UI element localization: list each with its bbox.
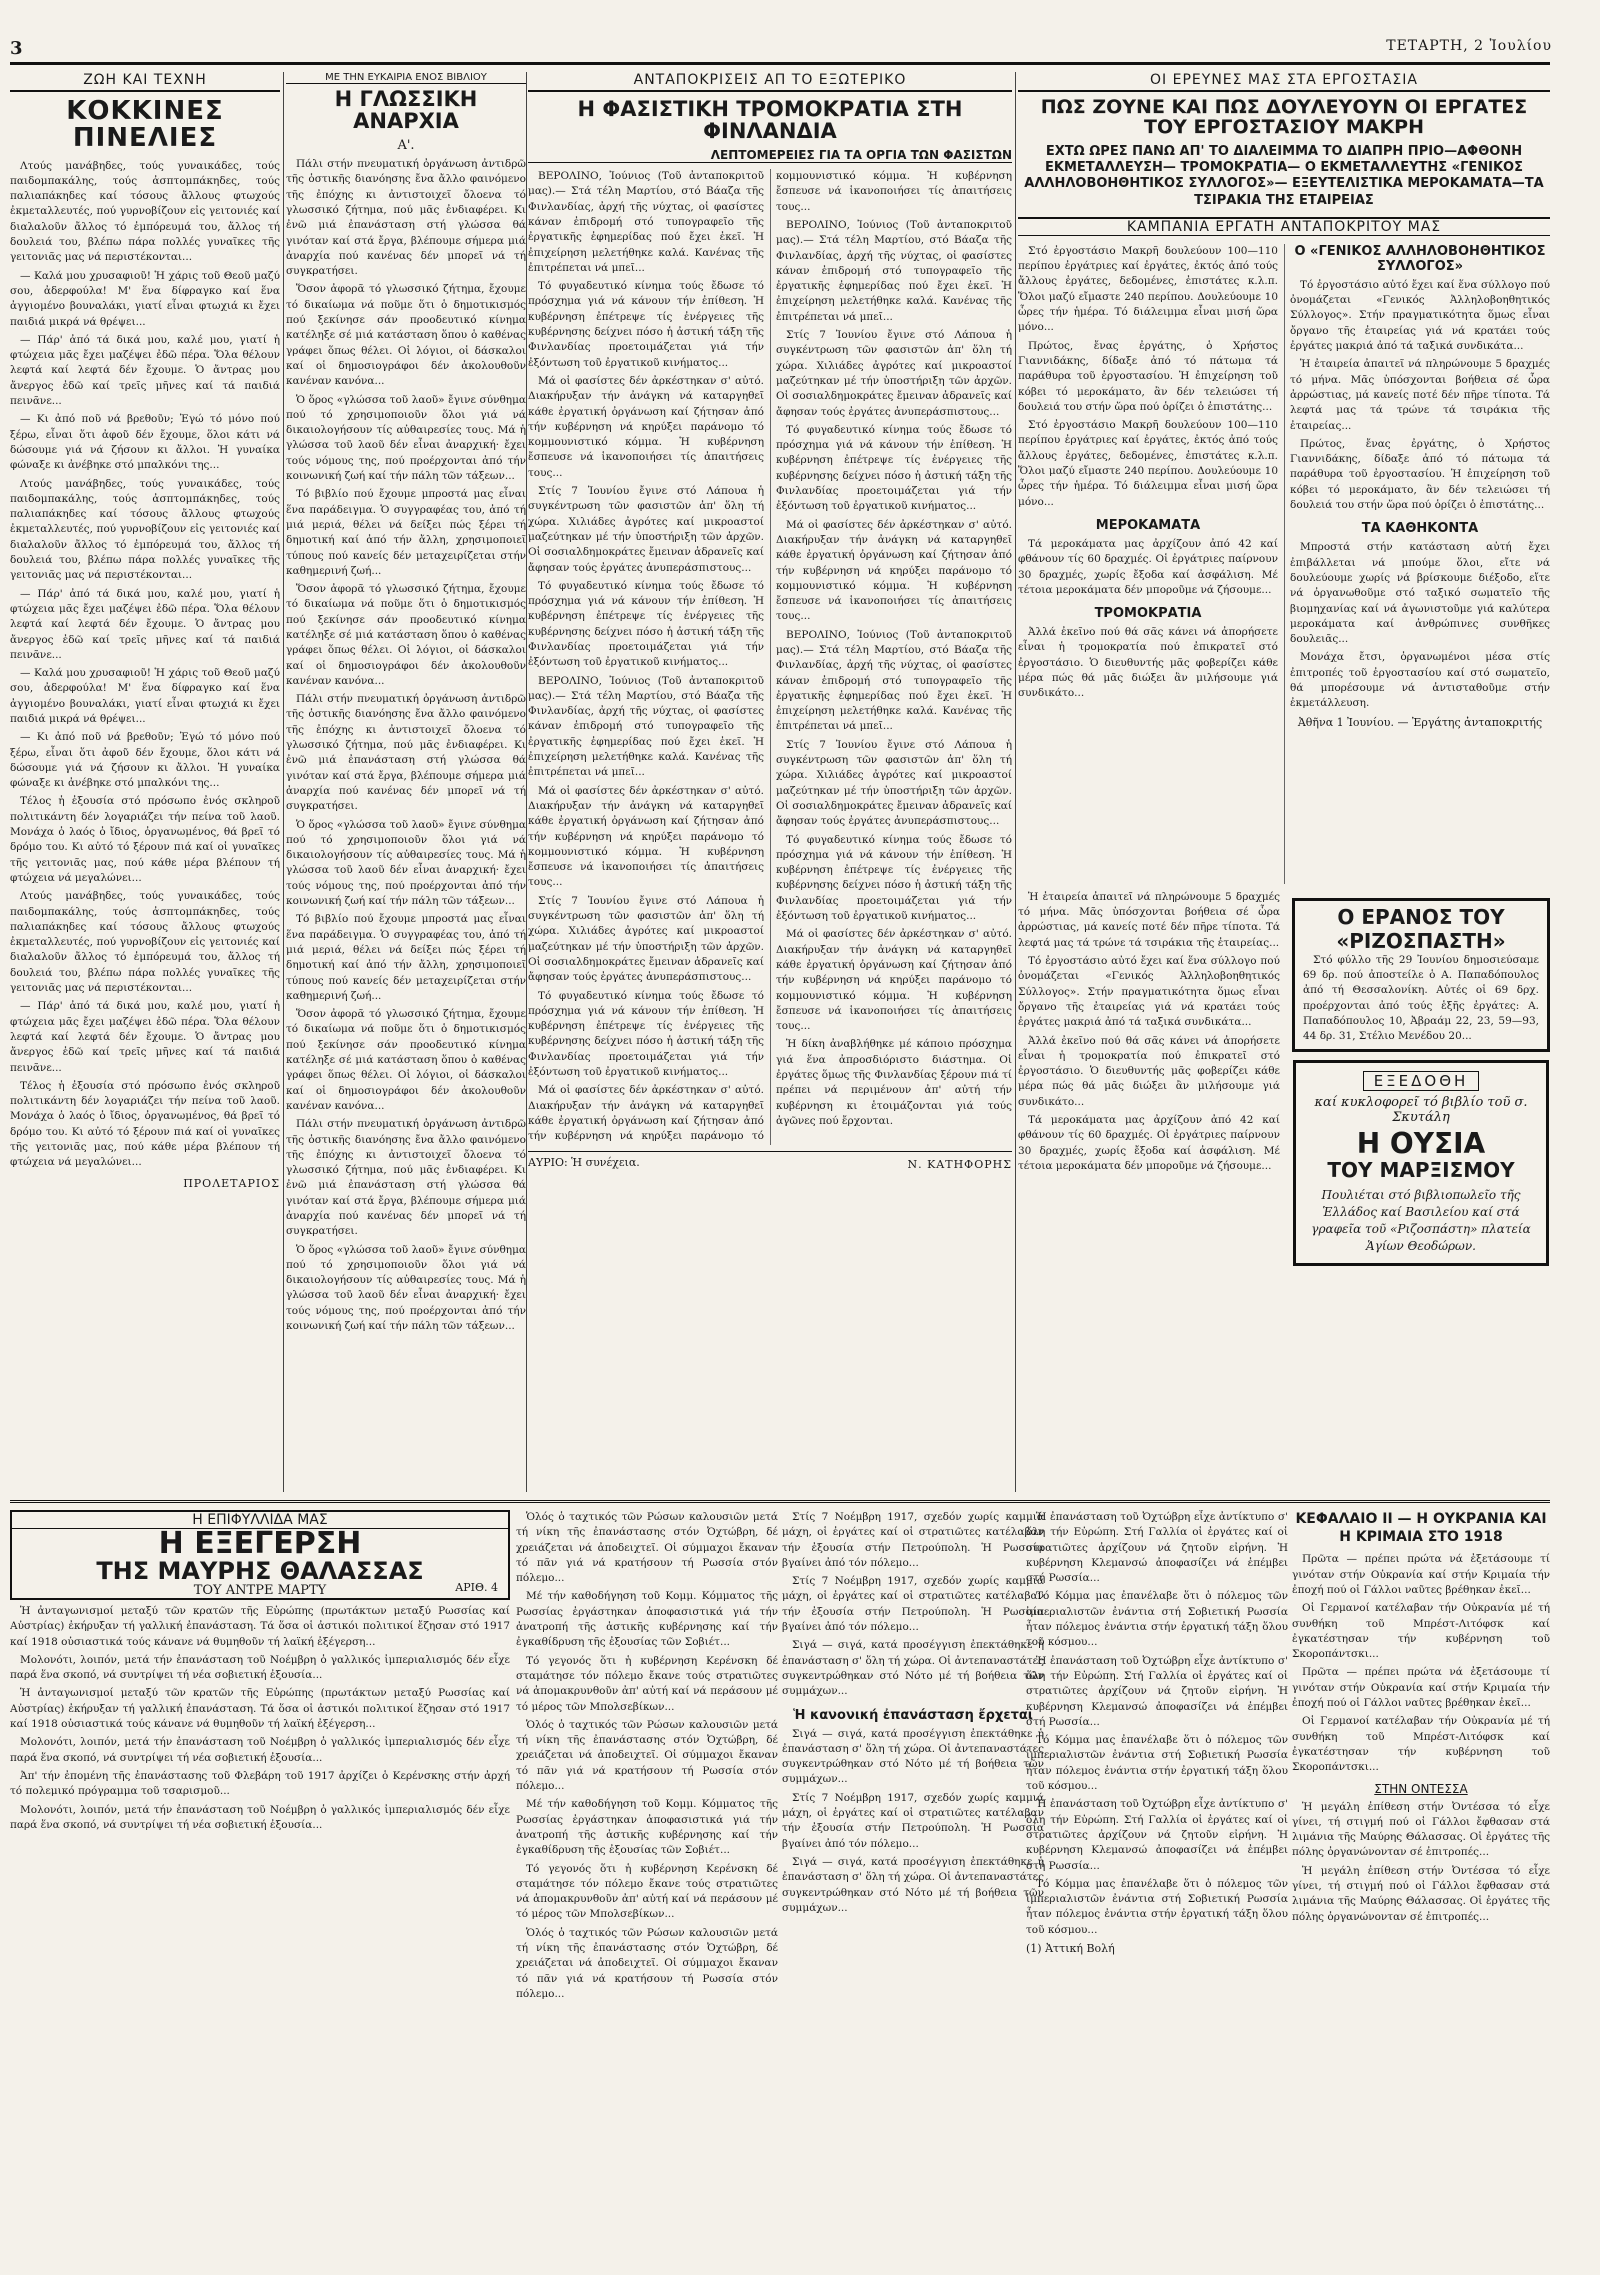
subheading: ΛΕΠΤΟΜΕΡΕΙΕΣ ΓΙΑ ΤΑ ΟΡΓΙΑ ΤΩΝ ΦΑΣΙΣΤΩΝ: [528, 148, 1012, 163]
paragraph: Ἀλλά ἐκεῖνο πού θά σᾶς κάνει νά ἀπορήσετε εἶναι ἡ τρομοκρατία πού ἐπικρατεῖ στό ἐργοστάσιο. Ὁ διευθυντής μᾶς φοβερίζει κάθε μέρα πώς θά μᾶς διώξει ἂν μιλήσουμε γιά συνδικάτο...: [1018, 1034, 1280, 1108]
paragraph: Ἡ ἐπανάσταση τοῦ Ὀχτώβρη εἶχε ἀντίκτυπο σ' ὅλη τήν Εὐρώπη. Στή Γαλλία οἱ ἐργάτες καί οἱ στρατιῶτες ἀρχίζουν νά ζητοῦν εἰρήνη. Ἡ κυβέρνηση Κλεμανσώ ἀποφασίζει νά ἐπέμβει στή Ρωσσία...: [1026, 1798, 1288, 1872]
article-title: ΠΩΣ ΖΟΥΝΕ ΚΑΙ ΠΩΣ ΔΟΥΛΕΥΟΥΝ ΟΙ ΕΡΓΑΤΕΣ ΤΟΥ ΕΡΓΟΣΤΑΣΙΟΥ ΜΑΚΡΗ: [1040, 96, 1528, 138]
paragraph: Μονάχα ἔτσι, ὀργανωμένοι μέσα στίς ἐπιτροπές τοῦ ἐργοστασίου καί στό σωματεῖο, θά μπορέσουμε νά ἀντισταθοῦμε στήν ἐκμετάλλευση.: [1290, 651, 1550, 710]
paragraph: Τό Κόμμα μας ἐπανέλαβε ὅτι ὁ πόλεμος τῶν ἰμπεριαλιστῶν ἐνάντια στή Σοβιετική Ρωσσία ἦταν πόλεμος ἐνάντια στήν ἐργατική τάξη ὅλου τοῦ κόσμου...: [1026, 1590, 1288, 1649]
paragraph: Πρῶτα — πρέπει πρώτα νά ἐξετάσουμε τί γινόταν στήν Οὐκρανία καί στήν Κριμαία τήν ἐποχή πού οἱ Γάλλοι ναῦτες βρέθηκαν ἐκεῖ...: [1292, 1553, 1550, 1596]
paragraph: Τό φυγαδευτικό κίνημα τούς ἔδωσε τό πρόσχημα γιά νά κάνουν τήν ἐπίθεση. Ἡ κυβέρνηση ἐπέτρεψε τίς ἐνέργειες τῆς κυβέρνησης δείχνει πόσο ἡ ἀστική τάξη τῆς Φινλανδίας προετοιμάζεται γιά τήν ἐξόντωση τοῦ ἐργατικοῦ κινήματος...: [528, 280, 764, 369]
paragraph: ΒΕΡΟΛΙΝΟ, Ἰούνιος (Τοῦ ἀνταποκριτοῦ μας).— Στά τέλη Μαρτίου, στό Βάαζα τῆς Φινλανδίας, ἀρχή τῆς νύχτας, οἱ φασίστες κάναν ἐπιδρομή στό τυπογραφεῖο τῆς ἐργατικῆς ἐφημερίδας πού ἔχει ἐκεῖ. Ἡ ἐπιχείρηση μελετήθηκε καλά. Κανένας τῆς ἐπιτρέπεται νά μπεῖ...: [528, 674, 764, 779]
subsection-title: Ο «ΓΕΝΙΚΟΣ ΑΛΛΗΛΟΒΟΗΘΗΤΙΚΟΣ ΣΥΛΛΟΓΟΣ»: [1294, 243, 1546, 274]
paragraph: — Καλά μου χρυσαφιοῦ! Ἡ χάρις τοῦ Θεοῦ μαζύ σου, ἀδερφούλα! Μ' ἕνα δίφραγκο καί ἕνα ἀγγιομένο βουναλάκι, γιατί εἶναι φτωχιά κι ἔχει παιδιά μικρά νά θρέψει...: [10, 269, 280, 328]
article-glossiki-anarchia: [286, 72, 526, 1492]
paragraph: Λτούς μανάβηδες, τούς γυναικάδες, τούς παιδομπακάλης, τούς ἀσπτομπάκηδες, τούς παλιαπάκηδες καί τόσους ἄλλους φτωχούς ἐκμεταλλευτές, πού γυρνοβίζουν εἰς γειτονιές καί διαλαλοῦν ἄλλος τό ἐμπόρευμά του, ἄλλος τή δουλειά του, βλέπω πάρα πολλές γυναῖκες τῆς γειτονιᾶς μας νά περιστέκονται...: [10, 890, 280, 995]
paragraph: — Κι ἀπό ποῦ νά βρεθοῦν; Ἐγώ τό μόνο πού ξέρω, εἶναι ὅτι ἀφοῦ δέν ἔχουμε, ὅλοι κάτι νά δώσουμε γιά νά ζήσουν κι ἄλλοι. Ἡ γυναίκα φώναξε κι ἀνέβηκε στό μπαλκόνι της...: [10, 413, 280, 472]
paragraph: Πρῶτα — πρέπει πρώτα νά ἐξετάσουμε τί γινόταν στήν Οὐκρανία καί στήν Κριμαία τήν ἐποχή πού οἱ Γάλλοι ναῦτες βρέθηκαν ἐκεῖ...: [1292, 1666, 1550, 1710]
paragraph: Ἡ μεγάλη ἐπίθεση στήν Ὀντέσσα τό εἶχε γίνει, τή στιγμή πού οἱ Γάλλοι ἔφθασαν στά λιμάνια τῆς Μαύρης Θάλασσας. Οἱ ἐργάτες τῆς πόλης ὀργανώνονταν σέ ἐπιτροπές...: [1292, 1864, 1550, 1923]
article-factory-makri: [1018, 72, 1550, 1492]
paragraph: Ὅσον ἀφορᾶ τό γλωσσικό ζήτημα, ἔχουμε τό δικαίωμα νά ποῦμε ὅτι ὁ δημοτικισμός πού ξεκίνησε σάν προοδευτικό κίνημα κατέληξε σέ μιά κατάσταση ὅπου ὁ καθένας γράφει ὅπως θέλει. Οἱ λόγιοι, οἱ δάσκαλοι καί οἱ δημοσιογράφοι δέν ἀκολουθοῦν κανέναν κανόνα...: [286, 583, 526, 687]
paragraph: Πάλι στήν πνευματική ὀργάνωση ἀντιδρῶ τῆς ὁστικῆς διανόησης ἔνα ἄλλο φαινόμενο τῆς ἐπόχης κι ἀντιστοιχεῖ ὄλοενα τό γλωσσικό ζήτημα, πού μᾶς ἐνδιαφέρει. Κι ἐνῶ μιά ἐπανάσταση στή γλώσσα θά γινόταν καί στά ἔργα, βλέπουμε σήμερα μιά ἀναρχία πού κανένας δέν μπορεῖ νά τή συγκρατήσει.: [286, 693, 526, 813]
article-title: ΚΟΚΚΙΝΕΣ ΠΙΝΕΛΙΕΣ: [66, 96, 224, 154]
subsection-title: Ἡ κανονική ἐπανάσταση ἔρχεται: [793, 1707, 1033, 1723]
paragraph: — Κι ἀπό ποῦ νά βρεθοῦν; Ἐγώ τό μόνο πού ξέρω, εἶναι ὅτι ἀφοῦ δέν ἔχουμε, ὅλοι κάτι νά δώσουμε γιά νά ζήσουν κι ἄλλοι. Ἡ γυναίκα φώναξε κι ἀνέβηκε στό μπαλκόνι της...: [10, 731, 280, 790]
serial-overline: Η ΕΠΙΦΥΛΛΙΔΑ ΜΑΣ: [12, 1512, 508, 1529]
paragraph: ΒΕΡΟΛΙΝΟ, Ἰούνιος (Τοῦ ἀνταποκριτοῦ μας).— Στά τέλη Μαρτίου, στό Βάαζα τῆς Φινλανδίας, ἀρχή τῆς νύχτας, οἱ φασίστες κάναν ἐπιδρομή στό τυπογραφεῖο τῆς ἐργατικῆς ἐφημερίδας πού ἔχει ἐκεῖ. Ἡ ἐπιχείρηση μελετήθηκε καλά. Κανένας τῆς ἐπιτρέπεται νά μπεῖ...: [776, 218, 1012, 323]
paragraph: Ἀλλά ἐκεῖνο πού θά σᾶς κάνει νά ἀπορήσετε εἶναι ἡ τρομοκρατία πού ἐπικρατεῖ στό ἐργοστάσιο. Ὁ διευθυντής μᾶς φοβερίζει κάθε μέρα πώς θά μᾶς διώξει ἂν μιλήσουμε γιά συνδικάτο...: [1018, 626, 1278, 700]
signature: Ἀθῆνα 1 Ἰουνίου. — Ἐργάτης ἀνταποκριτής: [1297, 715, 1543, 729]
article-finland-terror: [528, 72, 1012, 1492]
paragraph: Τό φυγαδευτικό κίνημα τούς ἔδωσε τό πρόσχημα γιά νά κάνουν τήν ἐπίθεση. Ἡ κυβέρνηση ἐπέτρεψε τίς ἐνέργειες τῆς κυβέρνησης δείχνει πόσο ἡ ἀστική τάξη τῆς Φινλανδίας προετοιμάζεται γιά τήν ἐξόντωση τοῦ ἐργατικοῦ κινήματος...: [528, 989, 764, 1079]
paragraph: Ἡ ἐταιρεία ἀπαιτεῖ νά πληρώνουμε 5 δραχμές τό μήνα. Μᾶς ὑπόσχονται βοήθεια σέ ὧρα ἀρρώστιας, μά κανείς ποτέ δέν πῆρε τίποτα. Τά λεφτά μας τά τρώνε τά τσιράκια τῆς ἐταιρείας...: [1018, 890, 1280, 949]
serial-banner: [10, 1510, 510, 1600]
serial-col-1: [10, 1604, 510, 2254]
paragraph: Ἡ ἀνταγωνισμοί μεταξύ τῶν κρατῶν τῆς Εὐρώπης (πρωτάκτων μεταξύ Ρωσσίας καί Αὐστρίας) ἐκήρυξαν τή γαλλική ἐπανάσταση. Τά ὅσα οἱ ἀστικόι πολιτικοί ἔζησαν στό 1917 καί 1918 οὐσιαστικά τούς κάνανε νά θυμηθοῦν τή λαϊκή ἐξέγερση...: [10, 1687, 510, 1731]
paragraph: Ἡ ἐπανάσταση τοῦ Ὀχτώβρη εἶχε ἀντίκτυπο σ' ὅλη τήν Εὐρώπη. Στή Γαλλία οἱ ἐργάτες καί οἱ στρατιῶτες ἀρχίζουν νά ζητοῦν εἰρήνη. Ἡ κυβέρνηση Κλεμανσώ ἀποφασίζει νά ἐπέμβει στή Ρωσσία...: [1026, 1654, 1288, 1728]
serial-col-3: [782, 1510, 1044, 2250]
paragraph: Τέλος ἡ ἐξουσία στό πρόσωπο ἐνός σκληροῦ πολιτικάντη δέν λογαριάζει τήν πείνα τοῦ λαοῦ. Μονάχα ὁ λαός ὁ ἴδιος, ὀργανωμένος, θά βρεῖ τό δρόμο του. Κι αὐτό τό ξέρουν πιά καί οἱ γυναῖκες τῆς γειτονιᾶς μας, πού κάθε μέρα βλέπουν τή φτώχεια νά μεγαλώνει...: [10, 795, 280, 884]
column-divider: [283, 72, 284, 1492]
kicker: ΜΕ ΤΗΝ ΕΥΚΑΙΡΙΑ ΕΝΟΣ ΒΙΒΛΙΟΥ: [286, 72, 526, 84]
section-label: ΟΙ ΕΡΕΥΝΕΣ ΜΑΣ ΣΤΑ ΕΡΓΟΣΤΑΣΙΑ: [1018, 72, 1550, 92]
campaign-label: ΚΑΜΠΑΝΙΑ ΕΡΓΑΤΗ ΑΝΤΑΠΟΚΡΙΤΟΥ ΜΑΣ: [1018, 217, 1550, 236]
subsection-title: ΣΤΗΝ ΟΝΤΕΣΣΑ: [1374, 1781, 1468, 1796]
paragraph: Ἡ ἀνταγωνισμοί μεταξύ τῶν κρατῶν τῆς Εὐρώπης (πρωτάκτων μεταξύ Ρωσσίας καί Αὐστρίας) ἐκήρυξαν τή γαλλική ἐπανάσταση. Τά ὅσα οἱ ἀστικόι πολιτικοί ἔζησαν στό 1917 καί 1918 οὐσιαστικά τούς κάνανε νά θυμηθοῦν τή λαϊκή ἐξέγερση...: [10, 1605, 510, 1648]
issue-date: ΤΕΤΑΡΤΗ, 2 Ἰουλίου: [1386, 38, 1552, 54]
two-column-body: [1018, 244, 1550, 884]
two-column-body: [528, 169, 1012, 1144]
paragraph: Στίς 7 Ἰουνίου ἔγινε στό Λάπουα ἡ συγκέντρωση τῶν φασιστῶν ἀπ' ὅλη τή χώρα. Χιλιάδες ἀγρότες καί μικροαστοί μαζεύτηκαν μέ τήν ὑποστήριξη τῶν ἀρχῶν. Οἱ σοσιαλδημοκράτες ἔμειναν ἀδρανεῖς καί ἄφησαν τούς ἐργάτες ἀνυπεράσπιστους...: [528, 894, 764, 984]
fund-box: [1292, 898, 1550, 1052]
paragraph: Πρώτος, ἔνας ἐργάτης, ὁ Χρήστος Γιαννιδάκης, δίδαξε ἀπό τό πάτωμα τά παράθυρα τοῦ ἐργοστασίου. Ἡ ἐπιχείρηση τοῦ κόβει τό μεροκάματο, ἂν δέν τελειώσει τή δουλειά του στήν ὥρα πού ὁρίζει ὁ ἐπιστάτης...: [1018, 339, 1278, 413]
paragraph: Λτούς μανάβηδες, τούς γυναικάδες, τούς παιδομπακάλης, τούς ἀσπτομπάκηδες, τούς παλιαπάκηδες καί τόσους ἄλλους φτωχούς ἐκμεταλλευτές, πού γυρνοβίζουν εἰς γειτονιές καί διαλαλοῦν ἄλλος τό ἐμπόρευμά του, ἄλλος τή δουλειά του, βλέπω πάρα πολλές γυναῖκες τῆς γειτονιᾶς μας νά περιστέκονται...: [10, 159, 280, 264]
paragraph: Σιγά — σιγά, κατά προσέγγιση ἐπεκτάθηκε ἡ ἐπανάσταση σ' ὅλη τή χώρα. Οἱ ἀντεπαναστάτες συγκεντρώθηκαν στό Νότο μέ τή βοήθεια τῶν συμμάχων...: [782, 1727, 1044, 1786]
paragraph: Τό φυγαδευτικό κίνημα τούς ἔδωσε τό πρόσχημα γιά νά κάνουν τήν ἐπίθεση. Ἡ κυβέρνηση ἐπέτρεψε τίς ἐνέργειες τῆς κυβέρνησης δείχνει πόσο ἡ ἀστική τάξη τῆς Φινλανδίας προετοιμάζεται γιά τήν ἐξόντωση τοῦ ἐργατικοῦ κινήματος...: [776, 423, 1012, 513]
paragraph: Τό ἐργοστάσιο αὐτό ἔχει καί ἕνα σύλλογο πού ὀνομάζεται «Γενικός Ἀλληλοβοηθητικός Σύλλογος». Στήν πραγματικότητα ὅμως εἶναι ὄργανο τῆς ἐταιρείας γιά νά κρατάει τούς ἐργάτες μακριά ἀπό τά ταξικά συνδικάτα...: [1290, 278, 1550, 353]
fund-text: Στό φύλλο τῆς 29 Ἰουνίου δημοσιεύσαμε 69 δρ. πού ἀποστείλε ὁ Α. Παπαδόπουλος ἀπό τή Θεσσαλονίκη. Αὐτές οἱ 69 δρχ. προέρχονται ἀπό τούς ἑξῆς ἐργάτες: Α. Παπαδόπουλος 10, Ἀβραάμ 22, 23, 59—93, 44 δρ. 31, Στέλιο Μενέδου 20...: [1303, 953, 1539, 1043]
article-title: Η ΦΑΣΙΣΤΙΚΗ ΤΡΟΜΟΚΡΑΤΙΑ ΣΤΗ ΦΙΝΛΑΝΔΙΑ: [577, 97, 963, 144]
paragraph: Μπροστά στήν κατάσταση αὐτή ἔχει ἐπιβάλλεται νά μπούμε ὅλοι, εἴτε νά δουλεύουμε χωρίς νά βρίσκουμε διέξοδο, εἴτε νά ὀργανωθοῦμε στό ταξικό σωματεῖο τῆς βιομηχανίας καί νά ἀγωνιστοῦμε γιά καλύτερα μεροκάματα καί ἀνθρώπινες συνθῆκες δουλειᾶς...: [1290, 541, 1550, 646]
paragraph: Μά οἱ φασίστες δέν ἀρκέστηκαν σ' αὐτό. Διακήρυξαν τήν ἀνάγκη νά καταργηθεῖ κάθε ἐργατική ὀργάνωση καί ζήτησαν ἀπό τήν κυβέρνηση νά κηρύξει παράνομο τό κομμουνιστικό κόμμα. Ἡ κυβέρνηση ἔσπευσε νά ἱκανοποιήσει τίς ἀπαιτήσεις τους...: [528, 374, 764, 479]
paragraph: Λτούς μανάβηδες, τούς γυναικάδες, τούς παιδομπακάλης, τούς ἀσπτομπάκηδες, τούς παλιαπάκηδες καί τόσους ἄλλους φτωχούς ἐκμεταλλευτές, πού γυρνοβίζουν εἰς γειτονιές καί διαλαλοῦν ἄλλος τό ἐμπόρευμά του, ἄλλος τή δουλειά του, βλέπω πάρα πολλές γυναῖκες τῆς γειτονιᾶς μας νά περιστέκονται...: [10, 477, 280, 582]
paragraph: Μέ τήν καθοδήγηση τοῦ Κομμ. Κόμματος τῆς Ρωσσίας ἐργάστηκαν ἀποφασιστικά γιά τήν ἀνατροπή τῆς ἀστικῆς κυβέρνησης καί τήν ἐγκαθίδρυση τῆς ἐξουσίας τῶν Σοβιέτ...: [516, 1590, 778, 1649]
paragraph: Στίς 7 Νοέμβρη 1917, σχεδόν χωρίς καμμιά μάχη, οἱ ἐργάτες καί οἱ στρατιῶτες κατέλαβαν τήν ἐξουσία στήν Πετρούπολη. Ἡ Ρωσσία βγαίνει ἀπό τόν πόλεμο...: [782, 1575, 1044, 1634]
serial-col-5: [1292, 1510, 1550, 2250]
paragraph: Τό φυγαδευτικό κίνημα τούς ἔδωσε τό πρόσχημα γιά νά κάνουν τήν ἐπίθεση. Ἡ κυβέρνηση ἐπέτρεψε τίς ἐνέργειες τῆς κυβέρνησης δείχνει πόσο ἡ ἀστική τάξη τῆς Φινλανδίας προετοιμάζεται γιά τήν ἐξόντωση τοῦ ἐργατικοῦ κινήματος...: [776, 833, 1012, 923]
article-footer: [528, 1151, 1012, 1171]
paragraph: ΒΕΡΟΛΙΝΟ, Ἰούνιος (Τοῦ ἀνταποκριτοῦ μας).— Στά τέλη Μαρτίου, στό Βάαζα τῆς Φινλανδίας, ἀρχή τῆς νύχτας, οἱ φασίστες κάναν ἐπιδρομή στό τυπογραφεῖο τῆς ἐργατικῆς ἐφημερίδας πού ἔχει ἐκεῖ. Ἡ ἐπιχείρηση μελετήθηκε καλά. Κανένας τῆς ἐπιτρέπεται νά μπεῖ...: [776, 628, 1012, 733]
paragraph: Ἡ μεγάλη ἐπίθεση στήν Ὀντέσσα τό εἶχε γίνει, τή στιγμή πού οἱ Γάλλοι ἔφθασαν στά λιμάνια τῆς Μαύρης Θάλασσας. Οἱ ἐργάτες τῆς πόλης ὀργανώνονταν σέ ἐπιτροπές...: [1292, 1800, 1550, 1859]
section-label: ΖΩΗ ΚΑΙ ΤΕΧΝΗ: [10, 72, 280, 92]
paragraph: Μολονότι, λοιπόν, μετά τήν ἐπανάσταση τοῦ Νοέμβρη ὁ γαλλικός ἰμπεριαλισμός δέν εἶχε παρά ἕνα σκοπό, νά συντρίψει τή νέα σοβιετική ἐξουσία...: [10, 1653, 510, 1682]
paragraph: — Καλά μου χρυσαφιοῦ! Ἡ χάρις τοῦ Θεοῦ μαζύ σου, ἀδερφούλα! Μ' ἕνα δίφραγκο καί ἕνα ἀγγιομένο βουναλάκι, γιατί εἶναι φτωχιά κι ἔχει παιδιά μικρά νά θρέψει...: [10, 667, 280, 725]
serial-part: ΑΡΙΘ. 4: [455, 1581, 498, 1594]
paragraph: Στίς 7 Ἰουνίου ἔγινε στό Λάπουα ἡ συγκέντρωση τῶν φασιστῶν ἀπ' ὅλη τή χώρα. Χιλιάδες ἀγρότες καί μικροαστοί μαζεύτηκαν μέ τήν ὑποστήριξη τῶν ἀρχῶν. Οἱ σοσιαλδημοκράτες ἔμειναν ἀδρανεῖς καί ἄφησαν τούς ἐργάτες ἀνυπεράσπιστους...: [528, 485, 764, 574]
paragraph: Ὁ ὅρος «γλώσσα τοῦ λαοῦ» ἔγινε σύνθημα πού τό χρησιμοποιοῦν ὅλοι γιά νά δικαιολογήσουν τίς αὐθαιρεσίες τους. Μά ἡ γλώσσα τοῦ λαοῦ δέν εἶναι ἀναρχική· ἔχει τούς νόμους της, πού προέρχονται ἀπό τήν κοινωνική ζωή καί τήν πάλη τῶν τάξεων...: [286, 1243, 526, 1333]
paragraph: Μά οἱ φασίστες δέν ἀρκέστηκαν σ' αὐτό. Διακήρυξαν τήν ἀνάγκη νά καταργηθεῖ κάθε ἐργατική ὀργάνωση καί ζήτησαν ἀπό τήν κυβέρνηση νά κηρύξει παράνομο τό κομμουνιστικό κόμμα. Ἡ κυβέρνηση ἔσπευσε νά ἱκανοποιήσει τίς ἀπαιτήσεις τους...: [528, 784, 764, 889]
footnote: (1) Ἀττική Βολή: [1026, 1942, 1115, 1956]
part-number: Α'.: [397, 138, 415, 154]
paragraph: Ἡ ἐπανάσταση τοῦ Ὀχτώβρη εἶχε ἀντίκτυπο σ' ὅλη τήν Εὐρώπη. Στή Γαλλία οἱ ἐργάτες καί οἱ στρατιῶτες ἀρχίζουν νά ζητοῦν εἰρήνη. Ἡ κυβέρνηση Κλεμανσώ ἀποφασίζει νά ἐπέμβει στή Ρωσσία...: [1026, 1511, 1288, 1585]
paragraph: Στίς 7 Ἰουνίου ἔγινε στό Λάπουα ἡ συγκέντρωση τῶν φασιστῶν ἀπ' ὅλη τή χώρα. Χιλιάδες ἀγρότες καί μικροαστοί μαζεύτηκαν μέ τήν ὑποστήριξη τῶν ἀρχῶν. Οἱ σοσιαλδημοκράτες ἔμειναν ἀδρανεῖς καί ἄφησαν τούς ἐργάτες ἀνυπεράσπιστους...: [776, 329, 1012, 418]
paragraph: Στίς 7 Ἰουνίου ἔγινε στό Λάπουα ἡ συγκέντρωση τῶν φασιστῶν ἀπ' ὅλη τή χώρα. Χιλιάδες ἀγρότες καί μικροαστοί μαζεύτηκαν μέ τήν ὑποστήριξη τῶν ἀρχῶν. Οἱ σοσιαλδημοκράτες ἔμειναν ἀδρανεῖς καί ἄφησαν τούς ἐργάτες ἀνυπεράσπιστους...: [776, 738, 1012, 828]
paragraph: ΒΕΡΟΛΙΝΟ, Ἰούνιος (Τοῦ ἀνταποκριτοῦ μας).— Στά τέλη Μαρτίου, στό Βάαζα τῆς Φινλανδίας, ἀρχή τῆς νύχτας, οἱ φασίστες κάναν ἐπιδρομή στό τυπογραφεῖο τῆς ἐργατικῆς ἐφημερίδας πού ἔχει ἐκεῖ. Ἡ ἐπιχείρηση μελετήθηκε καλά. Κανένας τῆς ἐπιτρέπεται νά μπεῖ...: [528, 170, 764, 274]
serial-col-4: [1026, 1510, 1288, 2250]
paragraph: Στίς 7 Νοέμβρη 1917, σχεδόν χωρίς καμμιά μάχη, οἱ ἐργάτες καί οἱ στρατιῶτες κατέλαβαν τήν ἐξουσία στήν Πετρούπολη. Ἡ Ρωσσία βγαίνει ἀπό τόν πόλεμο...: [782, 1791, 1044, 1850]
lower-col4: [1018, 890, 1550, 1274]
book-title-2: ΤΟΥ ΜΑΡΞΙΣΜΟΥ: [1327, 1158, 1515, 1183]
byline: Ν. ΚΑΤΗΦΟΡΗΣ: [907, 1157, 1012, 1171]
fund-and-ad-column: [1292, 890, 1550, 1274]
paragraph: Μά οἱ φασίστες δέν ἀρκέστηκαν σ' αὐτό. Διακήρυξαν τήν ἀνάγκη νά καταργηθεῖ κάθε ἐργατική ὀργάνωση καί ζήτησαν ἀπό τήν κυβέρνηση νά κηρύξει παράνομο τό κομμουνιστικό κόμμα. Ἡ κυβέρνηση ἔσπευσε νά ἱκανοποιήσει τίς ἀπαιτήσεις τους...: [776, 928, 1012, 1033]
paragraph: Μολονότι, λοιπόν, μετά τήν ἐπανάσταση τοῦ Νοέμβρη ὁ γαλλικός ἰμπεριαλισμός δέν εἶχε παρά ἕνα σκοπό, νά συντρίψει τή νέα σοβιετική ἐξουσία...: [10, 1736, 510, 1764]
paragraph: Μά οἱ φασίστες δέν ἀρκέστηκαν σ' αὐτό. Διακήρυξαν τήν ἀνάγκη νά καταργηθεῖ κάθε ἐργατική ὀργάνωση καί ζήτησαν ἀπό τήν κυβέρνηση νά κηρύξει παράνομο τό κομμουνιστικό κόμμα. Ἡ κυβέρνηση ἔσπευσε νά ἱκανοποιήσει τίς ἀπαιτήσεις τους...: [776, 518, 1012, 623]
serial-title-2: ΤΗΣ ΜΑΥΡΗΣ ΘΑΛΑΣΣΑΣ: [96, 1557, 424, 1585]
advert-line: καί κυκλοφορεῖ τό βιβλίο τοῦ σ. Σκυτάλη: [1314, 1094, 1528, 1125]
paragraph: Σιγά — σιγά, κατά προσέγγιση ἐπεκτάθηκε ἡ ἐπανάσταση σ' ὅλη τή χώρα. Οἱ ἀντεπαναστάτες συγκεντρώθηκαν στό Νότο μέ τή βοήθεια τῶν συμμάχων...: [782, 1639, 1044, 1698]
paragraph: — Πάρ' ἀπό τά δικά μου, καλέ μου, γιατί ἡ φτώχεια μᾶς ἔχει μαζέψει ἐδῶ πέρα. Ὅλα θέλουν λεφτά καί λεφτά δέν ἔχουμε. Ὁ ἄντρας μου ἄνεργος ἐδῶ καί τρεῖς μῆνες καί τά παιδιά πεινᾶνε...: [10, 333, 280, 408]
continuation-note: ΑΥΡΙΟ: Ἡ συνέχεια.: [528, 1155, 640, 1169]
paragraph: Τό βιβλίο πού ἔχουμε μπροστά μας εἶναι ἕνα παράδειγμα. Ὁ συγγραφέας του, ἀπό τή μιά μεριά, θέλει νά δείξει πώς ξέρει τή δημοτική καί ἀπό τήν ἄλλη, χρησιμοποιεῖ τύπους πού κανείς δέν μεταχειρίζεται στήν καθημερινή ζωή...: [286, 488, 526, 577]
fund-title: Ο ΕΡΑΝΟΣ ΤΟΥ «ΡΙΖΟΣΠΑΣΤΗ»: [1336, 904, 1506, 953]
page-number: 3: [10, 38, 23, 59]
book-title-1: Η ΟΥΣΙΑ: [1356, 1126, 1486, 1160]
paragraph: Ὅσον ἀφορᾶ τό γλωσσικό ζήτημα, ἔχουμε τό δικαίωμα νά ποῦμε ὅτι ὁ δημοτικισμός πού ξεκίνησε σάν προοδευτικό κίνημα κατέληξε σέ μιά κατάσταση ὅπου ὁ καθένας γράφει ὅπως θέλει. Οἱ λόγιοι, οἱ δάσκαλοι καί οἱ δημοσιογράφοι δέν ἀκολουθοῦν κανέναν κανόνα...: [286, 1008, 526, 1112]
paragraph: Μά οἱ φασίστες δέν ἀρκέστηκαν σ' αὐτό. Διακήρυξαν τήν ἀνάγκη νά καταργηθεῖ κάθε ἐργατική ὀργάνωση καί ζήτησαν ἀπό τήν κυβέρνηση νά κηρύξει παράνομο τό κομμουνιστικό κόμμα. Ἡ κυβέρνηση ἔσπευσε νά ἱκανοποιήσει τίς ἀπαιτήσεις τους...: [528, 170, 1012, 1143]
paragraph: Στό ἐργοστάσιο Μακρῆ δουλεύουν 100—110 περίπου ἐργάτριες καί ἐργάτες, ἐκτός ἀπό τούς ἄλλους ἐργάτες, δεδομένες, ἐπιστάτες κ.λ.π. Ὅλοι μαζύ εἴμαστε 240 περίπου. Δουλεύουμε 10 ὧρες τήν ἡμέρα. Τό διάλειμμα εἶναι μισή ὥρα μόνο...: [1018, 244, 1278, 334]
paragraph: Τό γεγονός ὅτι ἡ κυβέρνηση Κερένσκη δέ σταμάτησε τόν πόλεμο ἔκανε τούς στρατιῶτες νά ἀπομακρυνθοῦν ἀπ' αὐτή καί νά περάσουν μέ τό μέρος τῶν Μπολσεβίκων...: [516, 1862, 778, 1921]
chapter-title: ΚΕΦΑΛΑΙΟ ΙΙ — Η ΟΥΚΡΑΝΙΑ ΚΑΙ Η ΚΡΙΜΑΙΑ ΣΤΟ 1918: [1295, 1511, 1547, 1546]
paragraph: Ἡ δίκη ἀναβλήθηκε μέ κάποιο πρόσχημα γιά ἕνα ἀπροσδιόριστο διάστημα. Οἱ ἐργάτες ὅμως τῆς Φινλανδίας ξέρουν πιά τί πρέπει νά περιμένουν ἀπ' αὐτή τήν κυβέρνηση κι ἑτοιμάζονται γιά τούς ἀγῶνες πού ἔρχονται.: [776, 1038, 1012, 1127]
column-divider: [1015, 72, 1016, 1492]
paragraph: Μολονότι, λοιπόν, μετά τήν ἐπανάσταση τοῦ Νοέμβρη ὁ γαλλικός ἰμπεριαλισμός δέν εἶχε παρά ἕνα σκοπό, νά συντρίψει τή νέα σοβιετική ἐξουσία...: [10, 1803, 510, 1831]
paragraph: Πάλι στήν πνευματική ὀργάνωση ἀντιδρῶ τῆς ὁστικῆς διανόησης ἔνα ἄλλο φαινόμενο τῆς ἐπόχης κι ἀντιστοιχεῖ ὄλοενα τό γλωσσικό ζήτημα, πού μᾶς ἐνδιαφέρει. Κι ἐνῶ μιά ἐπανάσταση στή γλώσσα θά γινόταν καί στά ἔργα, βλέπουμε σήμερα μιά ἀναρχία πού κανένας δέν μπορεῖ νά τή συγκρατήσει.: [286, 1118, 526, 1238]
paragraph: Στίς 7 Νοέμβρη 1917, σχεδόν χωρίς καμμιά μάχη, οἱ ἐργάτες καί οἱ στρατιῶτες κατέλαβαν τήν ἐξουσία στήν Πετρούπολη. Ἡ Ρωσσία βγαίνει ἀπό τόν πόλεμο...: [782, 1511, 1044, 1569]
paragraph: Τά μεροκάματα μας ἀρχίζουν ἀπό 42 καί φθάνουν τίς 60 δραχμές. Οἱ ἐργάτριες παίρνουν 30 δραχμές, χωρίς ἔξοδα καί ἀσφάλιση. Μέ τέτοια μεροκάματα δέν μποροῦμε νά ζήσουμε...: [1018, 537, 1278, 596]
serial-title-1: Η ΕΞΕΓΕΡΣΗ: [158, 1526, 362, 1561]
paragraph: — Πάρ' ἀπό τά δικά μου, καλέ μου, γιατί ἡ φτώχεια μᾶς ἔχει μαζέψει ἐδῶ πέρα. Ὅλα θέλουν λεφτά καί λεφτά δέν ἔχουμε. Ὁ ἄντρας μου ἄνεργος ἐδῶ καί τρεῖς μῆνες καί τά παιδιά πεινᾶνε...: [10, 587, 280, 661]
paragraph: Ἀπ' τήν ἐπομένη τῆς ἐπανάστασης τοῦ Φλεβάρη τοῦ 1917 ἀρχίζει ὁ Κερένσκης στήν ἀρχή τό πολεμικό πρόγραμμα τοῦ τσαρισμοῦ...: [10, 1769, 510, 1798]
header-rule: [10, 62, 1550, 65]
paragraph: Ὁλός ὁ ταχτικός τῶν Ρώσων καλουσιῶν μετά τή νίκη τῆς ἐπανάστασης στόν Ὀχτώβρη, δέ χρειάζεται νά ἀποδειχτεῖ. Οἱ σύμμαχοι ἔκαναν τό πᾶν γιά νά κρατήσουν τή Ρωσσία στόν πόλεμο...: [516, 1511, 778, 1585]
serial-col-2: [516, 1510, 778, 2250]
advert-sale-info: Πουλιέται στό βιβλιοπωλεῖο τῆς Ἑλλάδος καί Βασιλείου καί στά γραφεῖα τοῦ «Ριζοσπάστη» πλατεία Ἁγίων Θεοδώρων.: [1311, 1188, 1531, 1253]
subsection-title: ΤΑ ΚΑΘΗΚΟΝΤΑ: [1361, 521, 1479, 537]
advert-label: ΕΞΕΔΟΘΗ: [1363, 1071, 1480, 1091]
paragraph: Σιγά — σιγά, κατά προσέγγιση ἐπεκτάθηκε ἡ ἐπανάσταση σ' ὅλη τή χώρα. Οἱ ἀντεπαναστάτες συγκεντρώθηκαν στό Νότο μέ τή βοήθεια τῶν συμμάχων...: [782, 1855, 1044, 1914]
fund-column: [1018, 890, 1280, 1274]
paragraph: Ὁλός ὁ ταχτικός τῶν Ρώσων καλουσιῶν μετά τή νίκη τῆς ἐπανάστασης στόν Ὀχτώβρη, δέ χρειάζεται νά ἀποδειχτεῖ. Οἱ σύμμαχοι ἔκαναν τό πᾶν γιά νά κρατήσουν τή Ρωσσία στόν πόλεμο...: [516, 1718, 778, 1793]
paragraph: Τό γεγονός ὅτι ἡ κυβέρνηση Κερένσκη δέ σταμάτησε τόν πόλεμο ἔκανε τούς στρατιῶτες νά ἀπομακρυνθοῦν ἀπ' αὐτή καί νά περάσουν μέ τό μέρος τῶν Μπολσεβίκων...: [516, 1654, 778, 1713]
paragraph: Τό βιβλίο πού ἔχουμε μπροστά μας εἶναι ἕνα παράδειγμα. Ὁ συγγραφέας του, ἀπό τή μιά μεριά, θέλει νά δείξει πώς ξέρει τή δημοτική καί ἀπό τήν ἄλλη, χρησιμοποιεῖ τύπους πού κανείς δέν μεταχειρίζεται στήν καθημερινή ζωή...: [286, 913, 526, 1002]
paragraph: Οἱ Γερμανοί κατέλαβαν τήν Οὐκρανία μέ τή συνθήκη τοῦ Μπρέστ-Λιτόφσκ καί ἐγκατέστησαν τήν κυβέρνηση τοῦ Σκοροπάντσκι...: [1292, 1715, 1550, 1774]
article-deck: ΕΧΤΩ ΩΡΕΣ ΠΑΝΩ ΑΠ' ΤΟ ΔΙΑΛΕΙΜΜΑ ΤΟ ΔΙΑΠΡΗ ΠΡΙΟ—ΑΦΘΟΝΗ ΕΚΜΕΤΑΛΛΕΥΣΗ— ΤΡΟΜΟΚΡΑΤΙΑ— Ο ΕΚΜΕΤΑΛΛΕΥΤΗΣ «ΓΕΝΙΚΟΣ ΑΛΛΗΛΟΒΟΗΘΗΤΙΚΟΣ ΣΥΛΛΟΓΟΣ»— ΕΞΕΥΤΕΛΙΣΤΙΚΑ ΜΕΡΟΚΑΜΑΤΑ—ΤΑ ΤΣΙΡΑΚΙΑ ΤΗΣ ΕΤΑΙΡΕΙΑΣ: [1024, 143, 1544, 208]
paragraph: Ὁ ὅρος «γλώσσα τοῦ λαοῦ» ἔγινε σύνθημα πού τό χρησιμοποιοῦν ὅλοι γιά νά δικαιολογήσουν τίς αὐθαιρεσίες τους. Μά ἡ γλώσσα τοῦ λαοῦ δέν εἶναι ἀναρχική· ἔχει τούς νόμους της, πού προέρχονται ἀπό τήν κοινωνική ζωή καί τήν πάλη τῶν τάξεων...: [286, 393, 526, 483]
subsection-title: ΤΡΟΜΟΚΡΑΤΙΑ: [1094, 606, 1202, 622]
paragraph: Ὁλός ὁ ταχτικός τῶν Ρώσων καλουσιῶν μετά τή νίκη τῆς ἐπανάστασης στόν Ὀχτώβρη, δέ χρειάζεται νά ἀποδειχτεῖ. Οἱ σύμμαχοι ἔκαναν τό πᾶν γιά νά κρατήσουν τή Ρωσσία στόν πόλεμο...: [516, 1926, 778, 2000]
article-kokkines-pineles: [10, 72, 280, 1492]
paragraph: Τέλος ἡ ἐξουσία στό πρόσωπο ἐνός σκληροῦ πολιτικάντη δέν λογαριάζει τήν πείνα τοῦ λαοῦ. Μονάχα ὁ λαός ὁ ἴδιος, ὀργανωμένος, θά βρεῖ τό δρόμο του. Κι αὐτό τό ξέρουν πιά καί οἱ γυναῖκες τῆς γειτονιᾶς μας, πού κάθε μέρα βλέπουν τή φτώχεια νά μεγαλώνει...: [10, 1079, 280, 1169]
byline: ΠΡΟΛΕΤΑΡΙΟΣ: [183, 1176, 280, 1190]
section-rule: [10, 1500, 1550, 1503]
paragraph: Τό Κόμμα μας ἐπανέλαβε ὅτι ὁ πόλεμος τῶν ἰμπεριαλιστῶν ἐνάντια στή Σοβιετική Ρωσσία ἦταν πόλεμος ἐνάντια στήν ἐργατική τάξη ὅλου τοῦ κόσμου...: [1026, 1877, 1288, 1936]
paragraph: Πάλι στήν πνευματική ὀργάνωση ἀντιδρῶ τῆς ὁστικῆς διανόησης ἔνα ἄλλο φαινόμενο τῆς ἐπόχης κι ἀντιστοιχεῖ ὄλοενα τό γλωσσικό ζήτημα, πού μᾶς ἐνδιαφέρει. Κι ἐνῶ μιά ἐπανάσταση στή γλώσσα θά γινόταν καί στά ἔργα, βλέπουμε σήμερα μιά ἀναρχία πού κανένας δέν μπορεῖ νά τή συγκρατήσει.: [286, 158, 526, 278]
paragraph: Τά μεροκάματα μας ἀρχίζουν ἀπό 42 καί φθάνουν τίς 60 δραχμές. Οἱ ἐργάτριες παίρνουν 30 δραχμές, χωρίς ἔξοδα καί ἀσφάλιση. Μέ τέτοια μεροκάματα δέν μποροῦμε νά ζήσουμε...: [1018, 1114, 1280, 1172]
column-divider: [526, 72, 527, 1492]
paragraph: Ὅσον ἀφορᾶ τό γλωσσικό ζήτημα, ἔχουμε τό δικαίωμα νά ποῦμε ὅτι ὁ δημοτικισμός πού ξεκίνησε σάν προοδευτικό κίνημα κατέληξε σέ μιά κατάσταση ὅπου ὁ καθένας γράφει ὅπως θέλει. Οἱ λόγιοι, οἱ δάσκαλοι καί οἱ δημοσιογράφοι δέν ἀκολουθοῦν κανέναν κανόνα...: [286, 283, 526, 388]
paragraph: — Πάρ' ἀπό τά δικά μου, καλέ μου, γιατί ἡ φτώχεια μᾶς ἔχει μαζέψει ἐδῶ πέρα. Ὅλα θέλουν λεφτά καί λεφτά δέν ἔχουμε. Ὁ ἄντρας μου ἄνεργος ἐδῶ καί τρεῖς μῆνες καί τά παιδιά πεινᾶνε...: [10, 1000, 280, 1074]
article-title: Η ΓΛΩΣΣΙΚΗ ΑΝΑΡΧΙΑ: [334, 87, 478, 134]
book-advert: [1293, 1060, 1549, 1266]
paragraph: Ἡ ἐταιρεία ἀπαιτεῖ νά πληρώνουμε 5 δραχμές τό μήνα. Μᾶς ὑπόσχονται βοήθεια σέ ὧρα ἀρρώστιας, μά κανείς ποτέ δέν πῆρε τίποτα. Τά λεφτά μας τά τρώνε τά τσιράκια τῆς ἐταιρείας...: [1290, 358, 1550, 432]
section-label: ΑΝΤΑΠΟΚΡΙΣΕΙΣ ΑΠ ΤΟ ΕΞΩΤΕΡΙΚΟ: [528, 72, 1012, 92]
paragraph: Μέ τήν καθοδήγηση τοῦ Κομμ. Κόμματος τῆς Ρωσσίας ἐργάστηκαν ἀποφασιστικά γιά τήν ἀνατροπή τῆς ἀστικῆς κυβέρνησης καί τήν ἐγκαθίδρυση τῆς ἐξουσίας τῶν Σοβιέτ...: [516, 1798, 778, 1857]
subsection-title: ΜΕΡΟΚΑΜΑΤΑ: [1095, 517, 1201, 533]
paragraph: Ὁ ὅρος «γλώσσα τοῦ λαοῦ» ἔγινε σύνθημα πού τό χρησιμοποιοῦν ὅλοι γιά νά δικαιολογήσουν τίς αὐθαιρεσίες τους. Μά ἡ γλώσσα τοῦ λαοῦ δέν εἶναι ἀναρχική· ἔχει τούς νόμους της, πού προέρχονται ἀπό τήν κοινωνική ζωή καί τήν πάλη τῶν τάξεων...: [286, 818, 526, 908]
paragraph: Τό φυγαδευτικό κίνημα τούς ἔδωσε τό πρόσχημα γιά νά κάνουν τήν ἐπίθεση. Ἡ κυβέρνηση ἐπέτρεψε τίς ἐνέργειες τῆς κυβέρνησης δείχνει πόσο ἡ ἀστική τάξη τῆς Φινλανδίας προετοιμάζεται γιά τήν ἐξόντωση τοῦ ἐργατικοῦ κινήματος...: [528, 579, 764, 669]
paragraph: Στό ἐργοστάσιο Μακρῆ δουλεύουν 100—110 περίπου ἐργάτριες καί ἐργάτες, ἐκτός ἀπό τούς ἄλλους ἐργάτες, δεδομένες, ἐπιστάτες κ.λ.π. Ὅλοι μαζύ εἴμαστε 240 περίπου. Δουλεύουμε 10 ὧρες τήν ἡμέρα. Τό διάλειμμα εἶναι μισή ὥρα μόνο...: [1018, 419, 1278, 508]
paragraph: Τό Κόμμα μας ἐπανέλαβε ὅτι ὁ πόλεμος τῶν ἰμπεριαλιστῶν ἐνάντια στή Σοβιετική Ρωσσία ἦταν πόλεμος ἐνάντια στήν ἐργατική τάξη ὅλου τοῦ κόσμου...: [1026, 1734, 1288, 1793]
paragraph: Οἱ Γερμανοί κατέλαβαν τήν Οὐκρανία μέ τή συνθήκη τοῦ Μπρέστ-Λιτόφσκ καί ἐγκατέστησαν τήν κυβέρνηση τοῦ Σκοροπάντσκι...: [1292, 1602, 1550, 1661]
serial-author: ΤΟΥ ΑΝΤΡΕ ΜΑΡΤΥ: [193, 1583, 327, 1598]
paragraph: Πρώτος, ἔνας ἐργάτης, ὁ Χρήστος Γιαννιδάκης, δίδαξε ἀπό τό πάτωμα τά παράθυρα τοῦ ἐργοστασίου. Ἡ ἐπιχείρηση τοῦ κόβει τό μεροκάματο, ἂν δέν τελειώσει τή δουλειά του στήν ὥρα πού ὁρίζει ὁ ἐπιστάτης...: [1290, 437, 1550, 512]
paragraph: Τό ἐργοστάσιο αὐτό ἔχει καί ἕνα σύλλογο πού ὀνομάζεται «Γενικός Ἀλληλοβοηθητικός Σύλλογος». Στήν πραγματικότητα ὅμως εἶναι ὄργανο τῆς ἐταιρείας γιά νά κρατάει τούς ἐργάτες μακριά ἀπό τά ταξικά συνδικάτα...: [1018, 955, 1280, 1029]
